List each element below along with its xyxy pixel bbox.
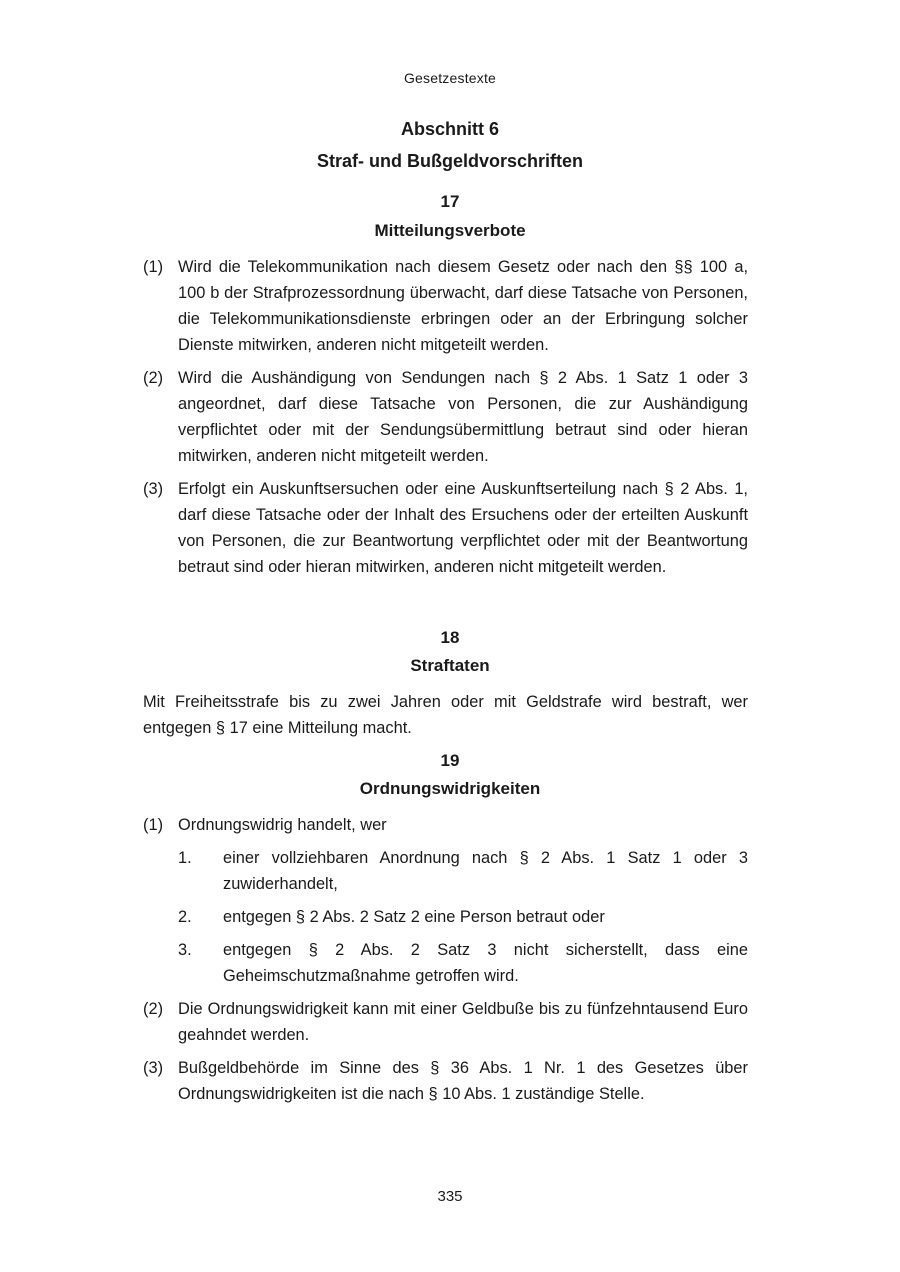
- subitem-number: 2.: [178, 908, 192, 926]
- paragraph-17-item-1: [143, 254, 748, 358]
- paragraph-19-subitem-1: [178, 845, 748, 897]
- paragraph-18-title: Straftaten: [410, 656, 490, 675]
- item-number: (3): [143, 480, 164, 498]
- item-text: Wird die Aushändigung von Sendungen nach § 2 Abs. 1 Satz 1 oder 3 angeordnet, darf diese Tatsache von Personen, die zur Aushändigung verpflichtet oder mit der Sendungsübermittlung betraut sind oder hieran mitwirken, anderen nicht mitgeteilt werden.: [178, 369, 748, 465]
- item-number: (3): [143, 1059, 164, 1077]
- paragraph-18-number: 18: [440, 628, 460, 647]
- paragraph-19-body: [143, 812, 748, 1114]
- subitem-text: entgegen § 2 Abs. 2 Satz 3 nicht sicherstellt, dass eine Geheimschutzmaßnahme getroffen wird.: [223, 941, 748, 985]
- section-title: Straf- und Bußgeldvorschriften: [316, 151, 583, 171]
- item-number: (2): [143, 1000, 164, 1018]
- subitem-text: einer vollziehbaren Anordnung nach § 2 Abs. 1 Satz 1 oder 3 zuwiderhandelt,: [223, 849, 748, 893]
- item-text: Wird die Telekommunikation nach diesem Gesetz oder nach den §§ 100 a, 100 b der Strafprozessordnung überwacht, darf diese Tatsache von Personen, die Telekommunikationsdienste erbringen oder an der Erbringung solcher Dienste mitwirken, anderen nicht mitgeteilt werden.: [178, 258, 748, 354]
- subitem-text: entgegen § 2 Abs. 2 Satz 2 eine Person betraut oder: [223, 908, 605, 926]
- item-text: Ordnungswidrig handelt, wer: [178, 816, 387, 834]
- subitem-number: 3.: [178, 941, 192, 959]
- running-head: Gesetzestexte: [403, 70, 497, 86]
- item-text: Die Ordnungswidrigkeit kann mit einer Geldbuße bis zu fünfzehntausend Euro geahndet werden.: [178, 1000, 748, 1044]
- item-number: (2): [143, 369, 164, 387]
- paragraph-19-item-2: [143, 996, 748, 1048]
- paragraph-17-item-3: [143, 476, 748, 580]
- item-number: (1): [143, 258, 164, 276]
- item-text: Bußgeldbehörde im Sinne des § 36 Abs. 1 Nr. 1 des Gesetzes über Ordnungswidrigkeiten ist die nach § 10 Abs. 1 zuständige Stelle.: [178, 1059, 748, 1103]
- page-number: 335: [437, 1188, 463, 1205]
- paragraph-19-item-1: [143, 812, 748, 838]
- paragraph-19-item-3: [143, 1055, 748, 1107]
- paragraph-19-subitem-3: [178, 937, 748, 989]
- paragraph-19-number: 19: [440, 751, 460, 770]
- paragraph-19-title: Ordnungswidrigkeiten: [359, 779, 541, 798]
- paragraph-17-number: 17: [440, 192, 460, 211]
- paragraph-17-item-2: [143, 365, 748, 469]
- paragraph-19-subitem-2: [178, 904, 748, 930]
- subitem-number: 1.: [178, 849, 192, 867]
- paragraph-17-title: Mitteilungsverbote: [374, 221, 526, 240]
- section-label: Abschnitt 6: [400, 119, 499, 139]
- item-number: (1): [143, 816, 164, 834]
- paragraph-18-text: Mit Freiheitsstrafe bis zu zwei Jahren oder mit Geldstrafe wird bestraft, wer entgegen § 17 eine Mitteilung macht.: [143, 693, 748, 737]
- item-text: Erfolgt ein Auskunftsersuchen oder eine Auskunftserteilung nach § 2 Abs. 1, darf diese Tatsache oder der Inhalt des Ersuchens oder der erteilten Auskunft von Personen, die zur Beantwortung verpflichtet oder mit der Beantwortung betraut sind oder hieran mitwirken, anderen nicht mitgeteilt werden.: [178, 480, 748, 576]
- paragraph-17-body: [143, 254, 748, 587]
